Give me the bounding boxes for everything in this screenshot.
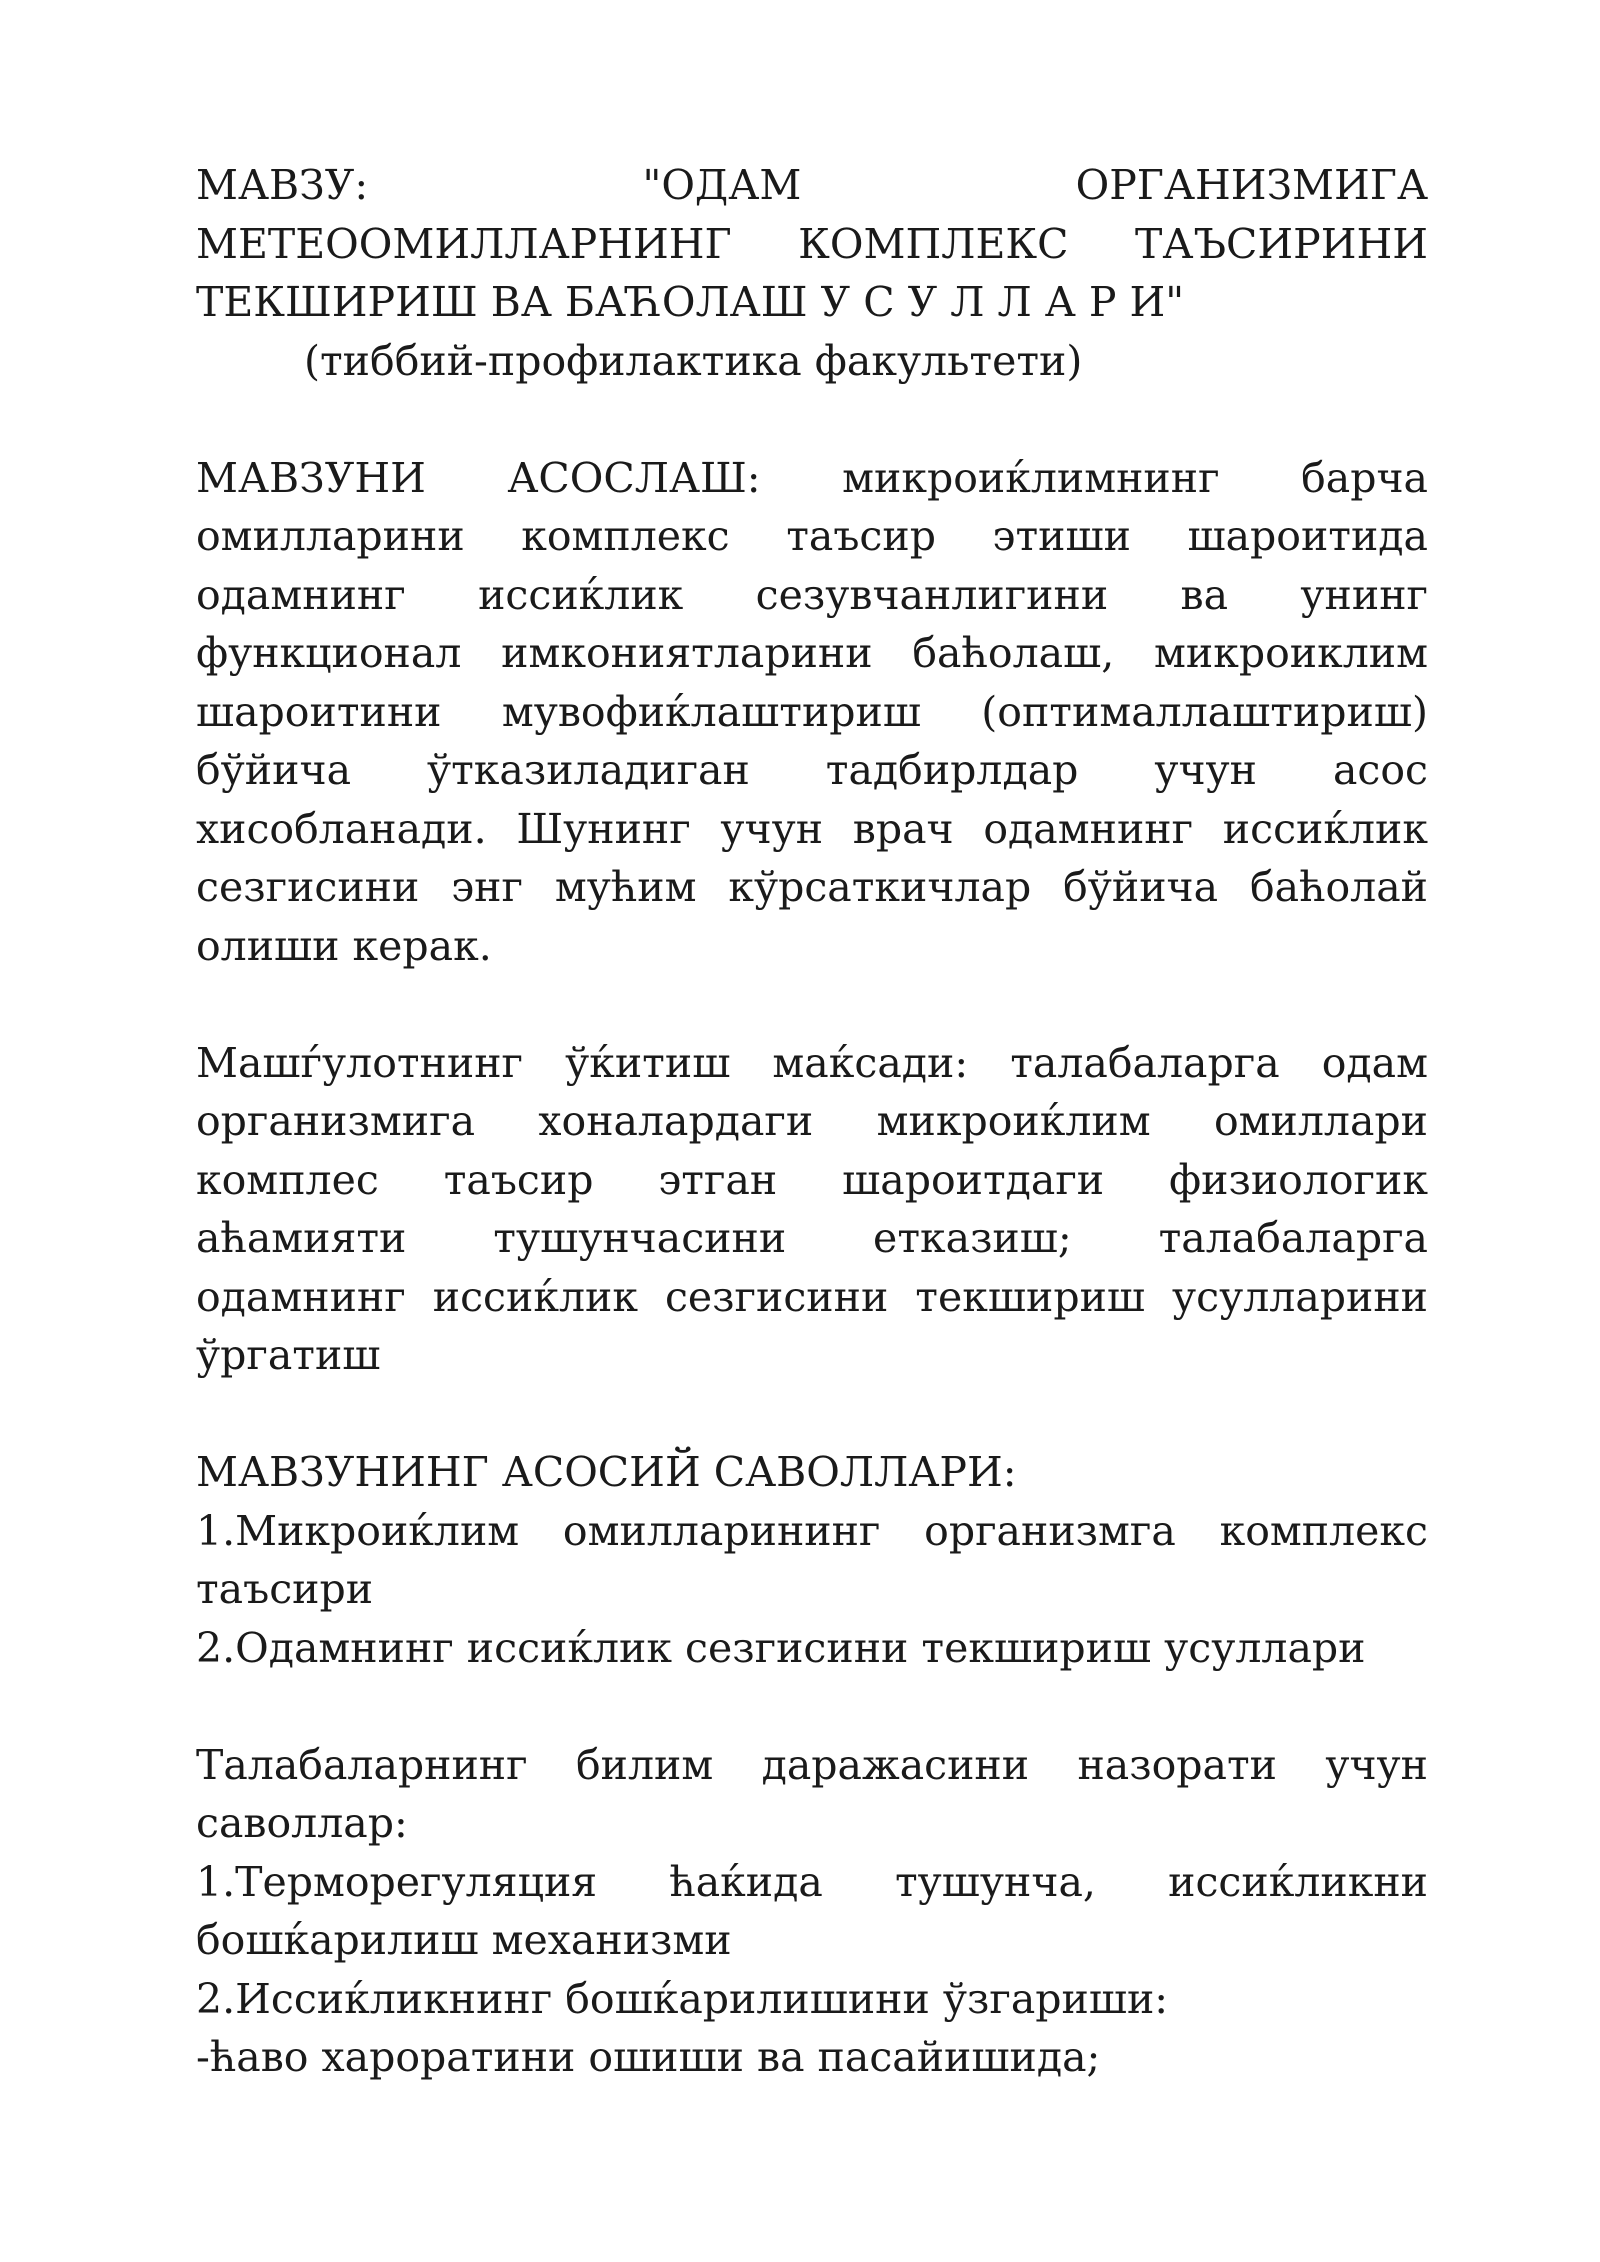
control-questions-heading: Талабаларнинг билим даражасини назорати учун саволлар:	[196, 1740, 1428, 1847]
justification-paragraph: МАВЗУНИ АСОСЛАШ: микроиќлимнинг барча омилларини комплекс таъсир этиши шароитида одамнинг иссиќлик сезувчанлигини ва унинг функционал имкониятларини баћолаш, микроиклим шароитини мувофиќлаштириш (оптималлаштириш) бўйича ўтказиладиган тадбирлдар учун асос хисобланади. Шунинг учун врач одамнинг иссиќлик сезгисини энг мућим кўрсаткичлар бўйича баћолай олиши керак.	[196, 453, 1428, 970]
paragraph-gap	[196, 975, 1428, 1034]
control-question-item: -ћаво хароратини ошиши ва пасайишида;	[196, 2033, 1101, 2081]
main-questions-heading: МАВЗУНИНГ АСОСИЙ САВОЛЛАРИ:	[196, 1448, 1017, 1496]
control-question-item: 1.Терморегуляция ћаќида тушунча, иссиќликни бошќарилиш механизми	[196, 1857, 1428, 1964]
main-question-item: 1.Микроиќлим омилларининг организмга комплекс таъсири	[196, 1506, 1428, 1613]
paragraph-gap	[196, 1677, 1428, 1736]
document-title: МАВЗУ: "ОДАМ ОРГАНИЗМИГА МЕТЕООМИЛЛАРНИНГ КОМПЛЕКС ТАЪСИРИНИ ТЕКШИРИШ ВА БАЋОЛАШ У С У Л Л А Р И"	[196, 161, 1428, 326]
paragraph-gap	[196, 390, 1428, 449]
faculty-subtitle: (тиббий-профилактика факультети)	[304, 336, 1083, 385]
goal-paragraph: Машѓулотнинг ўќитиш маќсади: талабаларга одам организмига хоналардаги микроиќлим омиллари комплес таъсир этган шароитдаги физиологик аћамияти тушунчасини етказиш; талабаларга одамнинг иссиќлик сезгисини текшириш усулларини ўргатиш	[196, 1038, 1428, 1379]
control-question-item: 2.Иссиќликнинг бошќарилишини ўзгариши:	[196, 1974, 1169, 2023]
main-question-item: 2.Одамнинг иссиќлик сезгисини текшириш усуллари	[196, 1623, 1366, 1672]
document-page	[196, 156, 1428, 2087]
paragraph-gap	[196, 1385, 1428, 1444]
